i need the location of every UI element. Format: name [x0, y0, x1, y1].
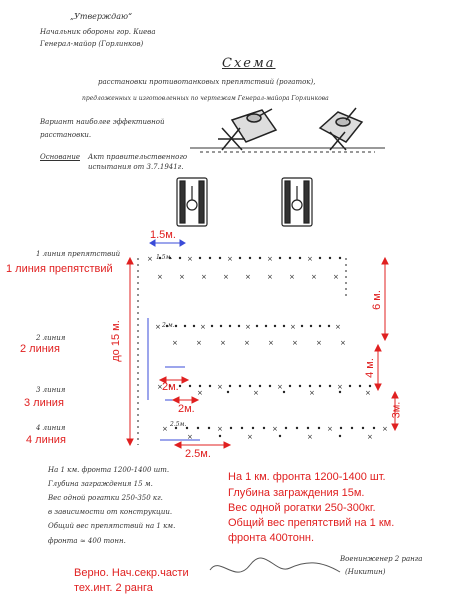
hedgehog-mark: × [157, 383, 163, 391]
hedgehog-mark: × [307, 433, 313, 441]
obstacle-dot [239, 385, 241, 387]
obstacle-dot [189, 385, 191, 387]
obstacle-row-4 [162, 425, 388, 441]
hedgehog-mark: × [223, 273, 229, 281]
hedgehog-mark: × [179, 273, 185, 281]
obstacle-dot [319, 385, 321, 387]
obstacle-dot [259, 257, 261, 259]
title-line-1: расстановки противотанковых препятствий (рогаток), [98, 78, 316, 86]
obstacle-dot [238, 325, 240, 327]
hedgehog-mark: × [277, 383, 283, 391]
general-line: Генерал-майор (Горлинков) [40, 40, 144, 48]
obstacle-dot [318, 427, 320, 429]
hedgehog-mark: × [316, 339, 322, 347]
small-dim-2-5m: 2.5м. [170, 421, 187, 428]
red-row-label-1: 1 линия препятствий [6, 263, 113, 275]
obstacle-dot [289, 257, 291, 259]
obstacle-dot [301, 325, 303, 327]
obstacle-dot [241, 427, 243, 429]
hedgehog-mark: × [247, 433, 253, 441]
obstacle-dot [193, 325, 195, 327]
hedgehog-mark: × [267, 255, 273, 263]
obstacle-dot [184, 325, 186, 327]
obstacle-dot [199, 257, 201, 259]
hedgehog-mark: × [340, 339, 346, 347]
note-line-5: Общий вес препятствий на 1 км. [48, 522, 176, 530]
obstacle-dot [220, 325, 222, 327]
obstacle-row-3 [157, 383, 371, 397]
tank-on-hedgehog-icon [218, 109, 276, 150]
red-row-label-2: 2 линия [20, 343, 60, 355]
obstacle-dot [310, 325, 312, 327]
obstacle-dot [209, 257, 211, 259]
summary-line-5: фронта 400тонн. [228, 532, 315, 544]
title-line-2: предложенных и изготовленных по чертежам Генерал-майора Горлинкова [82, 95, 329, 102]
hedgehog-mark: × [201, 273, 207, 281]
hedgehog-mark: × [272, 425, 278, 433]
row-label-3: 3 линия [36, 386, 66, 394]
obstacle-dot [289, 385, 291, 387]
hedgehog-mark: × [337, 383, 343, 391]
variant-line-1: Вариант наиболее эффективной [40, 118, 165, 126]
signature-rank: Военинженер 2 ранга [340, 555, 423, 563]
obstacle-dot [307, 427, 309, 429]
note-line-6: фронта ≈ 400 тонн. [48, 537, 126, 545]
obstacle-dot [339, 435, 341, 437]
obstacle-dot [319, 257, 321, 259]
hedgehog-mark: × [197, 389, 203, 397]
obstacle-dot [309, 385, 311, 387]
obstacle-dot [319, 325, 321, 327]
note-line-2: Глубина заграждения 15 м. [48, 480, 153, 488]
obstacle-dot [373, 427, 375, 429]
tank-on-hedgehog-icon [320, 108, 362, 150]
dim-up-to-15m: до 15 м. [109, 320, 122, 362]
obstacle-row-2 [155, 323, 346, 347]
summary-line-3: Вес одной рогатки 250-300кг. [228, 502, 376, 514]
obstacle-dot [252, 427, 254, 429]
hedgehog-mark: × [147, 255, 153, 263]
hedgehog-mark: × [157, 273, 163, 281]
obstacle-dot [285, 427, 287, 429]
obstacle-dot [274, 325, 276, 327]
obstacle-dot [263, 427, 265, 429]
obstacle-dot [279, 435, 281, 437]
hedgehog-mark: × [267, 273, 273, 281]
obstacle-dot [296, 427, 298, 429]
basis-line-1: Акт правительственного [88, 153, 188, 161]
hedgehog-mark: × [162, 425, 168, 433]
small-dim-1-5m: 1.5м. [156, 254, 173, 261]
obstacle-dot [209, 385, 211, 387]
obstacle-dot [179, 257, 181, 259]
hedgehog-mark: × [268, 339, 274, 347]
dim-3m: 3м. [390, 401, 403, 419]
summary-line-4: Общий вес препятствий на 1 км. [228, 517, 395, 529]
variant-line-2: расстановки. [40, 131, 92, 139]
obstacle-dot [299, 385, 301, 387]
hedgehog-mark: × [217, 383, 223, 391]
verify-line-2: тех.инт. 2 ранга [74, 582, 153, 594]
summary-line-2: Глубина заграждения 15м. [228, 487, 365, 499]
red-row-label-4: 4 линия [26, 434, 66, 446]
obstacle-dot [359, 385, 361, 387]
obstacle-dot [256, 325, 258, 327]
hedgehog-mark: × [333, 273, 339, 281]
small-dim-2m: 2 м. [162, 322, 175, 329]
hedgehog-mark: × [367, 433, 373, 441]
obstacle-dot [279, 257, 281, 259]
hedgehog-mark: × [307, 255, 313, 263]
obstacle-dot [349, 385, 351, 387]
hedgehog-mark: × [227, 255, 233, 263]
hedgehog-mark: × [290, 323, 296, 331]
chief-line: Начальник обороны гор. Киева [40, 28, 156, 36]
hedgehog-mark: × [245, 273, 251, 281]
note-line-3: Вес одной рогатки 250-350 кг. [48, 494, 163, 502]
obstacle-dot [339, 391, 341, 393]
obstacle-dot [229, 385, 231, 387]
obstacle-dot [230, 427, 232, 429]
obstacle-dot [283, 391, 285, 393]
hedgehog-mark: × [365, 389, 371, 397]
obstacle-dot [219, 435, 221, 437]
obstacle-dot [329, 385, 331, 387]
hedgehog-mark: × [187, 433, 193, 441]
scheme-title: Схема [222, 56, 276, 71]
hedgehog-mark: × [382, 425, 388, 433]
hedgehog-mark: × [220, 339, 226, 347]
verify-line-1: Верно. Нач.секр.части [74, 567, 189, 579]
dim-2m-a: 2м. [162, 381, 179, 393]
obstacle-dot [269, 385, 271, 387]
basis-label: Основание [40, 153, 80, 161]
obstacle-dot [211, 325, 213, 327]
hedgehog-mark: × [309, 389, 315, 397]
summary-line-1: На 1 км. фронта 1200-1400 шт. [228, 471, 386, 483]
hedgehog-mark: × [311, 273, 317, 281]
obstacle-dot [199, 385, 201, 387]
obstacle-dot [339, 257, 341, 259]
hedgehog-mark: × [196, 339, 202, 347]
dim-4m: 4 м. [363, 358, 376, 378]
obstacle-dot [227, 391, 229, 393]
obstacle-dot [369, 385, 371, 387]
row-label-2: 2 линия [36, 334, 66, 342]
obstacle-dot [328, 325, 330, 327]
obstacle-dot [329, 257, 331, 259]
obstacle-row-1 [147, 255, 341, 281]
hedgehog-mark: × [217, 425, 223, 433]
obstacle-dot [340, 427, 342, 429]
obstacle-dot [259, 385, 261, 387]
obstacle-dot [219, 257, 221, 259]
dim-2m-b: 2м. [178, 403, 195, 415]
signature-name: (Никитин) [345, 568, 386, 576]
hedgehog-mark: × [327, 425, 333, 433]
hedgehog-mark: × [200, 323, 206, 331]
row-label-1: 1 линия препятствий [36, 250, 121, 258]
obstacle-dot [249, 385, 251, 387]
obstacle-dot [208, 427, 210, 429]
obstacle-dot [299, 257, 301, 259]
hedgehog-mark: × [187, 255, 193, 263]
obstacle-dot [229, 325, 231, 327]
approved-stamp: „Утверждаю“ [70, 12, 133, 21]
obstacle-dot [283, 325, 285, 327]
obstacle-dot [362, 427, 364, 429]
hedgehog-mark: × [253, 389, 259, 397]
note-line-1: На 1 км. фронта 1200-1400 шт. [48, 466, 170, 474]
red-row-label-3: 3 линия [24, 397, 64, 409]
hedgehog-mark: × [289, 273, 295, 281]
note-line-4: в зависимости от конструкции. [48, 508, 173, 516]
hedgehog-mark: × [292, 339, 298, 347]
obstacle-dot [197, 427, 199, 429]
obstacle-dot [175, 325, 177, 327]
dim-1-5m: 1.5м. [150, 229, 176, 241]
obstacle-dot [239, 257, 241, 259]
obstacle-dot [351, 427, 353, 429]
hedgehog-mark: × [335, 323, 341, 331]
tank-top-view-icon [177, 178, 207, 226]
hedgehog-mark: × [155, 323, 161, 331]
dim-6m: 6 м. [370, 290, 383, 310]
hedgehog-mark: × [245, 323, 251, 331]
obstacle-dot [249, 257, 251, 259]
dim-2-5m: 2.5м. [185, 448, 211, 460]
obstacle-dot [265, 325, 267, 327]
hedgehog-mark: × [244, 339, 250, 347]
signature-scribble [210, 558, 340, 572]
hedgehog-mark: × [172, 339, 178, 347]
tank-top-view-icon [282, 178, 312, 226]
obstacle-dot [179, 385, 181, 387]
row-label-4: 4 линия [36, 424, 66, 432]
red-dimensions [127, 258, 398, 448]
basis-line-2: испытания от 3.7.1941г. [88, 163, 184, 171]
